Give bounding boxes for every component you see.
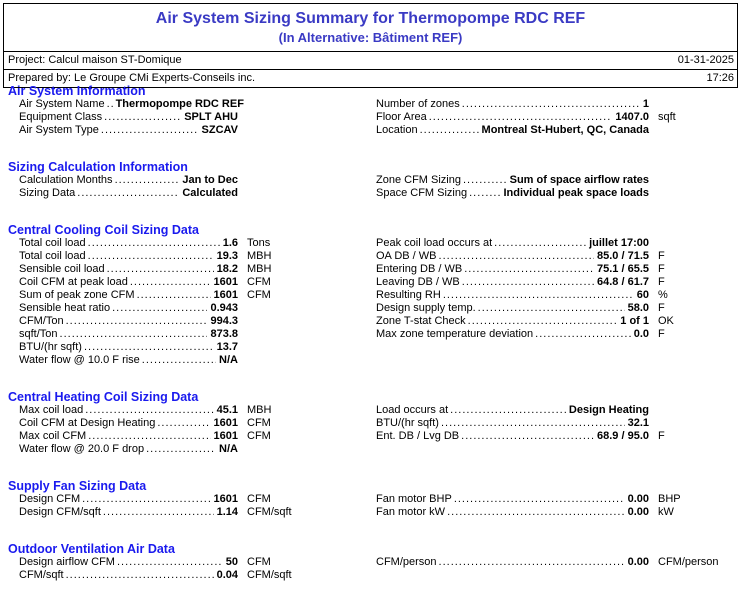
dotted-leader bbox=[82, 493, 210, 506]
dotted-leader bbox=[101, 124, 199, 137]
section bbox=[8, 223, 735, 367]
dotted-leader bbox=[84, 341, 214, 354]
row-value: 0.943 bbox=[210, 302, 238, 314]
row-value: 1407.0 bbox=[615, 111, 649, 123]
section-columns bbox=[8, 174, 735, 200]
dotted-leader bbox=[478, 302, 625, 315]
row-label: sqft/Ton bbox=[19, 328, 58, 340]
data-row bbox=[8, 98, 308, 111]
row-value: 1.6 bbox=[222, 237, 238, 249]
row-value: 994.3 bbox=[210, 315, 238, 327]
row-label: Air System Name bbox=[19, 98, 105, 110]
row-value: 0.00 bbox=[627, 493, 649, 505]
row-label: BTU/(hr sqft) bbox=[19, 341, 82, 353]
row-label: OA DB / WB bbox=[376, 250, 437, 262]
row-value: 1.14 bbox=[216, 506, 238, 518]
left-column bbox=[8, 174, 308, 200]
data-row bbox=[8, 493, 308, 506]
dotted-leader bbox=[469, 187, 500, 200]
row-value: 1 bbox=[642, 98, 649, 110]
row-value: juillet 17:00 bbox=[589, 237, 649, 249]
dotted-leader bbox=[112, 302, 207, 315]
dotted-leader bbox=[462, 98, 640, 111]
data-row bbox=[365, 556, 735, 569]
section-heading: Outdoor Ventilation Air Data bbox=[8, 542, 175, 556]
row-label: CFM/sqft bbox=[19, 569, 64, 581]
data-row bbox=[365, 417, 735, 430]
row-label: Floor Area bbox=[376, 111, 427, 123]
dotted-leader bbox=[115, 174, 180, 187]
data-row bbox=[365, 98, 735, 111]
row-label: Total coil load bbox=[19, 250, 86, 262]
row-unit: kW bbox=[658, 506, 674, 518]
row-value: 1601 bbox=[213, 276, 238, 288]
row-label: Water flow @ 20.0 F drop bbox=[19, 443, 145, 455]
row-value: SPLT AHU bbox=[184, 111, 238, 123]
data-row bbox=[8, 187, 308, 200]
section bbox=[8, 542, 735, 582]
right-column bbox=[365, 237, 735, 367]
row-label: Total coil load bbox=[19, 237, 86, 249]
prepared-by: Prepared by: Le Groupe CMi Experts-Conseils inc. bbox=[8, 72, 255, 84]
data-row bbox=[365, 315, 735, 328]
row-unit: F bbox=[658, 276, 665, 288]
dotted-leader bbox=[104, 111, 181, 124]
dotted-leader bbox=[439, 556, 625, 569]
row-value: 60 bbox=[636, 289, 649, 301]
section-columns bbox=[8, 493, 735, 519]
row-value: Thermopompe RDC REF bbox=[115, 98, 244, 110]
data-row bbox=[8, 430, 308, 443]
row-unit: CFM/sqft bbox=[247, 506, 292, 518]
row-label: Number of zones bbox=[376, 98, 460, 110]
dotted-leader bbox=[77, 187, 179, 200]
row-label: Max zone temperature deviation bbox=[376, 328, 534, 340]
data-row bbox=[8, 276, 308, 289]
left-column bbox=[8, 98, 308, 137]
dotted-leader bbox=[88, 250, 214, 263]
dotted-leader bbox=[85, 404, 213, 417]
row-value: Individual peak space loads bbox=[503, 187, 649, 199]
row-unit: CFM bbox=[247, 430, 271, 442]
row-label: Equipment Class bbox=[19, 111, 103, 123]
section-columns bbox=[8, 237, 735, 367]
row-label: Design airflow CFM bbox=[19, 556, 115, 568]
row-label: Sensible heat ratio bbox=[19, 302, 111, 314]
row-value: 1601 bbox=[213, 289, 238, 301]
section-heading: Air System Information bbox=[8, 84, 146, 98]
report-header bbox=[3, 3, 738, 88]
data-row bbox=[8, 263, 308, 276]
dotted-leader bbox=[462, 276, 594, 289]
row-value: 1601 bbox=[213, 417, 238, 429]
row-unit: BHP bbox=[658, 493, 681, 505]
row-label: Location bbox=[376, 124, 418, 136]
row-value: 85.0 / 71.5 bbox=[597, 250, 649, 262]
row-unit: CFM bbox=[247, 556, 271, 568]
section-heading: Central Cooling Coil Sizing Data bbox=[8, 223, 199, 237]
data-row bbox=[365, 506, 735, 519]
row-label: Max coil CFM bbox=[19, 430, 87, 442]
row-value: 873.8 bbox=[210, 328, 238, 340]
dotted-leader bbox=[463, 174, 507, 187]
row-label: Peak coil load occurs at bbox=[376, 237, 493, 249]
row-label: Max coil load bbox=[19, 404, 84, 416]
data-row bbox=[8, 237, 308, 250]
report-title: Air System Sizing Summary for Thermopompe RDC REF bbox=[155, 10, 586, 27]
row-value: N/A bbox=[219, 354, 238, 366]
data-row bbox=[8, 174, 308, 187]
row-value: 58.0 bbox=[627, 302, 649, 314]
row-unit: Tons bbox=[247, 237, 271, 249]
report-subtitle: (In Alternative: Bâtiment REF) bbox=[278, 30, 463, 45]
row-value: 50 bbox=[225, 556, 238, 568]
dotted-leader bbox=[66, 315, 208, 328]
data-row bbox=[365, 174, 735, 187]
dotted-leader bbox=[146, 443, 216, 456]
data-row bbox=[8, 111, 308, 124]
dotted-leader bbox=[494, 237, 586, 250]
dotted-leader bbox=[420, 124, 479, 137]
row-label: Zone CFM Sizing bbox=[376, 174, 461, 186]
dotted-leader bbox=[454, 493, 625, 506]
row-value: 45.1 bbox=[216, 404, 238, 416]
dotted-leader bbox=[464, 263, 594, 276]
row-value: Design Heating bbox=[568, 404, 649, 416]
data-row bbox=[8, 328, 308, 341]
project-row bbox=[4, 51, 737, 69]
data-row bbox=[365, 289, 735, 302]
dotted-leader bbox=[468, 315, 618, 328]
row-label: CFM/Ton bbox=[19, 315, 64, 327]
data-row bbox=[8, 569, 308, 582]
row-value: 1 of 1 bbox=[620, 315, 649, 327]
data-row bbox=[365, 276, 735, 289]
row-unit: CFM bbox=[247, 417, 271, 429]
dotted-leader bbox=[535, 328, 631, 341]
row-value: N/A bbox=[219, 443, 238, 455]
row-label: Sensible coil load bbox=[19, 263, 105, 275]
dotted-leader bbox=[443, 289, 634, 302]
row-value: 32.1 bbox=[627, 417, 649, 429]
row-label: Coil CFM at peak load bbox=[19, 276, 128, 288]
row-value: 64.8 / 61.7 bbox=[597, 276, 649, 288]
row-value: 0.00 bbox=[627, 506, 649, 518]
row-unit: OK bbox=[658, 315, 674, 327]
row-label: BTU/(hr sqft) bbox=[376, 417, 439, 429]
right-column bbox=[365, 493, 735, 519]
row-unit: CFM bbox=[247, 289, 271, 301]
data-row bbox=[365, 250, 735, 263]
row-unit: MBH bbox=[247, 263, 272, 275]
row-label: Zone T-stat Check bbox=[376, 315, 466, 327]
data-row bbox=[8, 404, 308, 417]
section bbox=[8, 160, 735, 200]
data-row bbox=[365, 430, 735, 443]
row-unit: F bbox=[658, 328, 665, 340]
report-date: 01-31-2025 bbox=[677, 54, 734, 66]
dotted-leader bbox=[441, 417, 625, 430]
row-unit: % bbox=[658, 289, 668, 301]
data-row bbox=[365, 187, 735, 200]
row-label: Load occurs at bbox=[376, 404, 449, 416]
row-label: Design supply temp. bbox=[376, 302, 476, 314]
row-label: Water flow @ 10.0 F rise bbox=[19, 354, 140, 366]
report-time: 17:26 bbox=[706, 72, 734, 84]
dotted-leader bbox=[157, 417, 210, 430]
data-row bbox=[8, 124, 308, 137]
dotted-leader bbox=[60, 328, 208, 341]
dotted-leader bbox=[66, 569, 214, 582]
row-unit: F bbox=[658, 430, 665, 442]
row-label: Fan motor kW bbox=[376, 506, 446, 518]
row-unit: F bbox=[658, 263, 665, 275]
data-row bbox=[8, 341, 308, 354]
row-value: Calculated bbox=[182, 187, 238, 199]
dotted-leader bbox=[130, 276, 211, 289]
row-label: Coil CFM at Design Heating bbox=[19, 417, 156, 429]
data-row bbox=[8, 417, 308, 430]
project-name: Project: Calcul maison ST-Domique bbox=[8, 54, 182, 66]
section-heading: Sizing Calculation Information bbox=[8, 160, 188, 174]
dotted-leader bbox=[107, 263, 214, 276]
section-columns bbox=[8, 404, 735, 456]
row-label: Design CFM/sqft bbox=[19, 506, 101, 518]
row-label: CFM/person bbox=[376, 556, 437, 568]
data-row bbox=[365, 111, 735, 124]
dotted-leader bbox=[117, 556, 223, 569]
row-value: 0.04 bbox=[216, 569, 238, 581]
row-unit: CFM/person bbox=[658, 556, 719, 568]
section-heading: Supply Fan Sizing Data bbox=[8, 479, 147, 493]
data-row bbox=[365, 263, 735, 276]
right-column bbox=[365, 556, 735, 582]
row-value: 1601 bbox=[213, 493, 238, 505]
dotted-leader bbox=[447, 506, 625, 519]
right-column bbox=[365, 98, 735, 137]
dotted-leader bbox=[137, 289, 211, 302]
row-label: Resulting RH bbox=[376, 289, 441, 301]
dotted-leader bbox=[439, 250, 594, 263]
dotted-leader bbox=[142, 354, 216, 367]
row-value: 18.2 bbox=[216, 263, 238, 275]
row-label: Leaving DB / WB bbox=[376, 276, 460, 288]
left-column bbox=[8, 237, 308, 367]
data-row bbox=[365, 493, 735, 506]
row-value: 19.3 bbox=[216, 250, 238, 262]
dotted-leader bbox=[461, 430, 594, 443]
dotted-leader bbox=[88, 430, 210, 443]
row-unit: CFM/sqft bbox=[247, 569, 292, 581]
row-label: Sizing Data bbox=[19, 187, 76, 199]
row-unit: F bbox=[658, 302, 665, 314]
section-heading: Central Heating Coil Sizing Data bbox=[8, 390, 199, 404]
dotted-leader bbox=[450, 404, 566, 417]
data-row bbox=[8, 506, 308, 519]
row-label: Fan motor BHP bbox=[376, 493, 452, 505]
row-value: Jan to Dec bbox=[182, 174, 238, 186]
row-unit: CFM bbox=[247, 276, 271, 288]
dotted-leader bbox=[103, 506, 214, 519]
right-column bbox=[365, 174, 735, 200]
left-column bbox=[8, 556, 308, 582]
data-row bbox=[365, 328, 735, 341]
row-label: Air System Type bbox=[19, 124, 99, 136]
data-row bbox=[8, 443, 308, 456]
row-value: Sum of space airflow rates bbox=[509, 174, 649, 186]
left-column bbox=[8, 404, 308, 456]
right-column bbox=[365, 404, 735, 456]
data-row bbox=[365, 302, 735, 315]
row-unit: CFM bbox=[247, 493, 271, 505]
data-row bbox=[365, 404, 735, 417]
row-unit: MBH bbox=[247, 404, 272, 416]
report-body bbox=[8, 84, 735, 605]
row-value: 68.9 / 95.0 bbox=[597, 430, 649, 442]
section-columns bbox=[8, 556, 735, 582]
data-row bbox=[365, 124, 735, 137]
row-label: Ent. DB / Lvg DB bbox=[376, 430, 460, 442]
section-columns bbox=[8, 98, 735, 137]
row-label: Design CFM bbox=[19, 493, 81, 505]
row-label: Entering DB / WB bbox=[376, 263, 463, 275]
section bbox=[8, 390, 735, 456]
data-row bbox=[8, 250, 308, 263]
row-label: Sum of peak zone CFM bbox=[19, 289, 135, 301]
data-row bbox=[8, 556, 308, 569]
row-value: Montreal St-Hubert, QC, Canada bbox=[481, 124, 649, 136]
dotted-leader bbox=[88, 237, 220, 250]
row-label: Space CFM Sizing bbox=[376, 187, 468, 199]
data-row bbox=[8, 289, 308, 302]
data-row bbox=[8, 315, 308, 328]
row-value: 0.00 bbox=[627, 556, 649, 568]
data-row bbox=[8, 354, 308, 367]
dotted-leader bbox=[429, 111, 613, 124]
row-value: 13.7 bbox=[216, 341, 238, 353]
row-unit: sqft bbox=[658, 111, 676, 123]
row-value: 75.1 / 65.5 bbox=[597, 263, 649, 275]
dotted-leader bbox=[107, 98, 113, 111]
data-row bbox=[8, 302, 308, 315]
left-column bbox=[8, 493, 308, 519]
row-unit: F bbox=[658, 250, 665, 262]
data-row bbox=[365, 237, 735, 250]
row-value: 1601 bbox=[213, 430, 238, 442]
row-value: 0.0 bbox=[633, 328, 649, 340]
row-value: SZCAV bbox=[201, 124, 238, 136]
row-label: Calculation Months bbox=[19, 174, 113, 186]
section bbox=[8, 479, 735, 519]
row-unit: MBH bbox=[247, 250, 272, 262]
section bbox=[8, 84, 735, 137]
